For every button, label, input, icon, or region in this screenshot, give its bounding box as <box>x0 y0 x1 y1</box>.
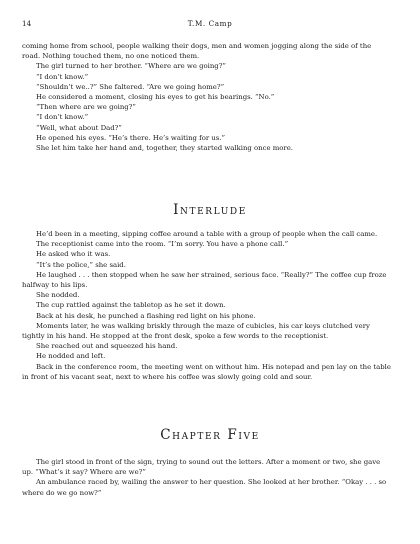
text-line: up. “What’s it say? Where are we?” <box>22 468 146 477</box>
text-line: tightly in his hand. He stopped at the front desk, spoke a few words to the receptionist. <box>22 332 329 341</box>
text-line: where do we go now?” <box>22 488 102 497</box>
text-line: The cup rattled against the tabletop as he set it down. <box>36 301 226 310</box>
text-line: “Then where are we going?” <box>36 103 136 112</box>
text-line: She nodded. <box>36 291 80 300</box>
text-line: He’d been in a meeting, sipping coffee around a table with a group of people when the call came. <box>36 230 378 238</box>
running-header-author: T.M. Camp <box>187 19 233 28</box>
text-line: halfway to his lips. <box>22 281 88 290</box>
text-line: “Well, what about Dad?” <box>36 123 122 132</box>
text-line: “It’s the police,” she said. <box>36 260 126 269</box>
interlude-heading: Interlude <box>173 202 247 218</box>
text-line: The receptionist came into the room. “I’m sorry. You have a phone call.” <box>36 240 289 249</box>
text-line: Moments later, he was walking briskly through the maze of cubicles, his car keys clutched very <box>36 321 370 330</box>
text-line: He asked who it was. <box>36 250 111 259</box>
text-line: She let him take her hand and, together, they started walking once more. <box>36 144 293 153</box>
text-line: The girl stood in front of the sign, trying to sound out the letters. After a moment or two, she gave <box>36 458 381 466</box>
section-one-text <box>22 41 400 153</box>
text-line: He considered a moment, closing his eyes to get his bearings. “No.” <box>36 93 275 102</box>
text-line: An ambulance raced by, wailing the answer to her question. She looked at her brother. “Okay . . . so <box>36 478 387 487</box>
interlude-text <box>22 229 400 382</box>
text-line: Back at his desk, he punched a flashing red light on his phone. <box>36 311 256 320</box>
text-line: She reached out and squeezed his hand. <box>36 342 178 351</box>
page-number: 14 <box>22 19 32 28</box>
text-line: The girl turned to her brother. “Where are we going?” <box>36 62 226 71</box>
chapter-text <box>22 457 400 498</box>
text-line: He opened his eyes. “He’s there. He’s waiting for us.” <box>36 133 226 142</box>
text-line: “Shouldn’t we..?” She faltered. “Are we going home?” <box>36 82 225 91</box>
text-line: road. Nothing touched them, no one noticed them. <box>22 52 200 61</box>
text-line: “I don’t know.” <box>36 113 89 122</box>
text-line: Back in the conference room, the meeting went on without him. His notepad and pen lay on the table <box>36 362 391 371</box>
text-line: He laughed . . . then stopped when he saw her strained, serious face. “Really?” The coffee cup froze <box>36 270 387 279</box>
text-line: in front of his vacant seat, next to where his coffee was slowly going cold and sour. <box>22 372 313 381</box>
text-line: “I don’t know.” <box>36 72 89 81</box>
text-line: coming home from school, people walking their dogs, men and women jogging along the side of the <box>22 42 372 50</box>
chapter-heading: Chapter Five <box>160 427 260 443</box>
text-line: He nodded and left. <box>36 352 106 361</box>
